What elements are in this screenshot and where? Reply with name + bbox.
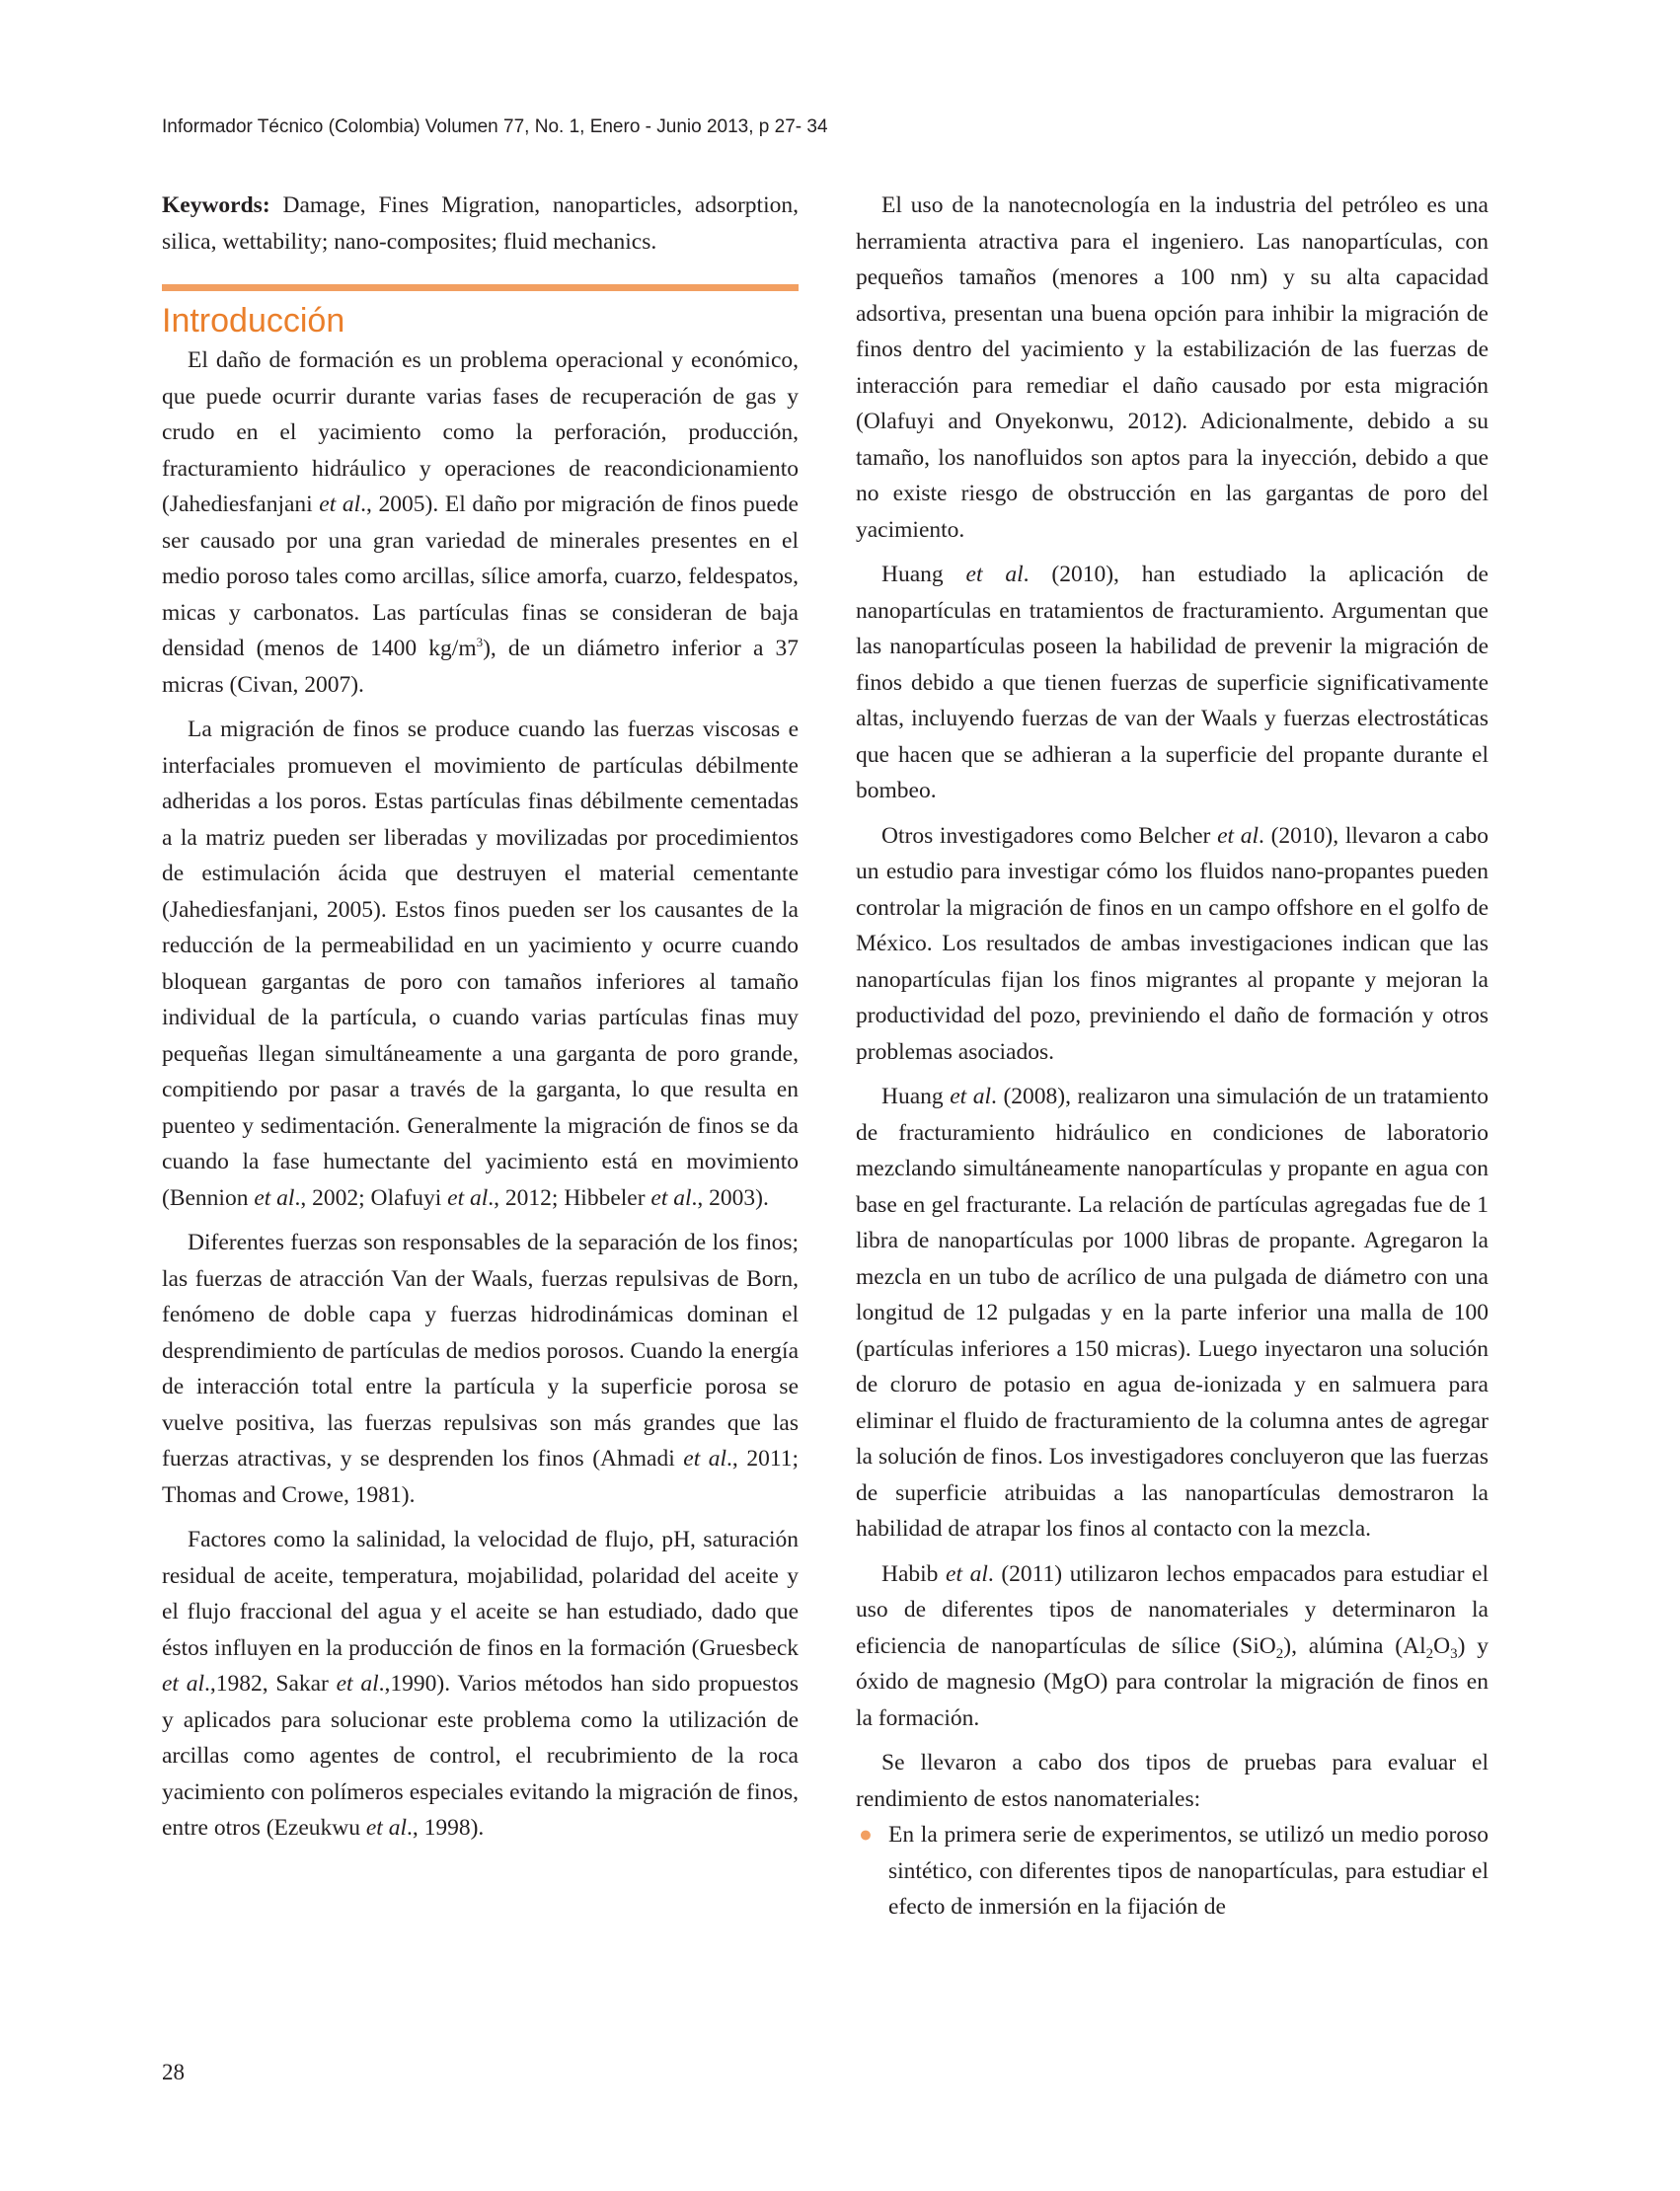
experiment-list xyxy=(856,1817,1489,1926)
page-number: 28 xyxy=(162,2060,185,2084)
body-paragraph-7: Otros investigadores como Belcher et al. (2010), llevaron a cabo un estudio para investigar cómo los fluidos nano-propantes pueden controlar la migración de finos en un campo offshore en el golfo de México. Los resultados de ambas investigaciones indican que las nanopartículas fijan los finos migrantes al propante y mejoran la productividad del pozo, previniendo el daño de formación y otros problemas asociados. xyxy=(856,822,1489,1065)
left-column xyxy=(162,188,799,1847)
list-item: ● En la primera serie de experimentos, se utilizó un medio poroso sintético, con diferentes tipos de nanopartículas, para estudiar el efecto de inmersión en la fijación de xyxy=(856,1817,1489,1926)
keywords-text: Damage, Fines Migration, nanoparticles, adsorption, silica, wettability; nano-composites; fluid mechanics. xyxy=(162,192,799,255)
running-header: Informador Técnico (Colombia) Volumen 77, No. 1, Enero - Junio 2013, p 27- 34 xyxy=(162,116,828,137)
section-divider-rule xyxy=(162,284,799,291)
section-heading: Introducción xyxy=(162,302,345,340)
keywords-paragraph xyxy=(162,188,799,260)
body-paragraph-9: Habib et al. (2011) utilizaron lechos empacados para estudiar el uso de diferentes tipos de nanomateriales y determinaron la eficiencia de nanopartículas de sílice (SiO$_2$), alúmina $(Al_2O_3)$ y óxido de magnesio (MgO) para controlar la migración de finos en la formación. xyxy=(856,1560,1489,1731)
intro-paragraph-1: El daño de formación es un problema operacional y económico, que puede ocurrir durante varias fases de recuperación de gas y crudo en el yacimiento como la perforación, producción, fracturamiento hidráulico y operaciones de reacondicionamiento (Jahediesfanjani et al., 2005). El daño por migración de finos puede ser causado por una gran variedad de minerales presentes en el medio poroso tales como arcillas, sílice amorfa, cuarzo, feldespatos, micas y carbonatos. Las partículas finas se consideran de baja densidad (menos de 1400 $kg/m^3$), de un diámetro inferior a 37 micras (Civan, 2007). xyxy=(162,347,799,698)
bullet-icon: ● xyxy=(859,1822,873,1847)
right-column xyxy=(856,188,1489,1926)
intro-paragraph-2: La migración de finos se produce cuando las fuerzas viscosas e interfaciales promueven el movimiento de partículas débilmente adheridas a los poros. Estas partículas finas débilmente cementadas a la matriz pueden ser liberadas y movilizadas por procedimientos de estimulación ácida que destruyen el material cementante (Jahediesfanjani, 2005). Estos finos pueden ser los causantes de la reducción de la permeabilidad en un yacimiento y ocurre cuando bloquean gargantas de poro con tamaños inferiores al tamaño individual de la partícula, o cuando varias partículas finas muy pequeñas llegan simultáneamente a una garganta de poro grande, compitiendo por pasar a través de la garganta, lo que resulta en puenteo y sedimentación. Generalmente la migración de finos se da cuando la fase humectante del yacimiento está en movimiento (Bennion et al., 2002; Olafuyi et al., 2012; Hibbeler et al., 2003). xyxy=(162,717,799,1211)
body-paragraph-10: Se llevaron a cabo dos tipos de pruebas para evaluar el rendimiento de estos nanomateriales: xyxy=(856,1750,1489,1812)
intro-paragraph-4: Factores como la salinidad, la velocidad de flujo, pH, saturación residual de aceite, temperatura, mojabilidad, polaridad del aceite y el flujo fraccional del agua y el aceite se han estudiado, dado que éstos influyen en la producción de finos en la formación (Gruesbeck et al.,1982, Sakar et al.,1990). Varios métodos han sido propuestos y aplicados para solucionar este problema como la utilización de arcillas como agentes de control, el recubrimiento de la roca yacimiento con polímeros especiales evitando la migración de finos, entre otros (Ezeukwu et al., 1998). xyxy=(162,1527,799,1841)
body-paragraph-5: El uso de la nanotecnología en la industria del petróleo es una herramienta atractiva para el ingeniero. Las nanopartículas, con pequeños tamaños (menores a 100 nm) y su alta capacidad adsortiva, presentan una buena opción para inhibir la migración de finos dentro del yacimiento y la estabilización de las fuerzas de interacción para remediar el daño causado por esta migración (Olafuyi and Onyekonwu, 2012). Adicionalmente, debido a su tamaño, los nanofluidos son aptos para la inyección, debido a que no existe riesgo de obstrucción en las gargantas de poro del yacimiento. xyxy=(856,192,1489,543)
body-paragraph-6: Huang et al. (2010), han estudiado la aplicación de nanopartículas en tratamientos de fracturamiento. Argumentan que las nanopartículas poseen la habilidad de prevenir la migración de finos debido a que tienen fuerzas de superficie significativamente altas, incluyendo fuerzas de van der Waals y fuerzas electrostáticas que hacen que se adhieran a la superficie del propante durante el bombeo. xyxy=(856,562,1489,803)
keywords-label: Keywords: xyxy=(162,192,270,218)
intro-paragraph-3: Diferentes fuerzas son responsables de la separación de los finos; las fuerzas de atracción Van der Waals, fuerzas repulsivas de Born, fenómeno de doble capa y fuerzas hidrodinámicas dominan el desprendimiento de partículas de medios porosos. Cuando la energía de interacción total entre la partícula y la superficie porosa se vuelve positiva, las fuerzas repulsivas son más grandes que las fuerzas atractivas, y se desprenden los finos (Ahmadi et al., 2011; Thomas and Crowe, 1981). xyxy=(162,1230,799,1508)
body-paragraph-8: Huang et al. (2008), realizaron una simulación de un tratamiento de fracturamiento hidráulico en condiciones de laboratorio mezclando simultáneamente nanopartículas y propante en agua con base en gel fracturante. La relación de partículas agregadas fue de 1 libra de nanopartículas por 1000 libras de propante. Agregaron la mezcla en un tubo de acrílico de una pulgada de diámetro con una longitud de 12 pulgadas y en la parte inferior una malla de 100 (partículas inferiores a 150 micras). Luego inyectaron una solución de cloruro de potasio en agua de-ionizada y en salmuera para eliminar el fluido de fracturamiento de la columna antes de agregar la solución de finos. Los investigadores concluyeron que las fuerzas de superficie atribuidas a las nanopartículas demostraron la habilidad de atrapar los finos al contacto con la mezcla. xyxy=(856,1084,1489,1542)
